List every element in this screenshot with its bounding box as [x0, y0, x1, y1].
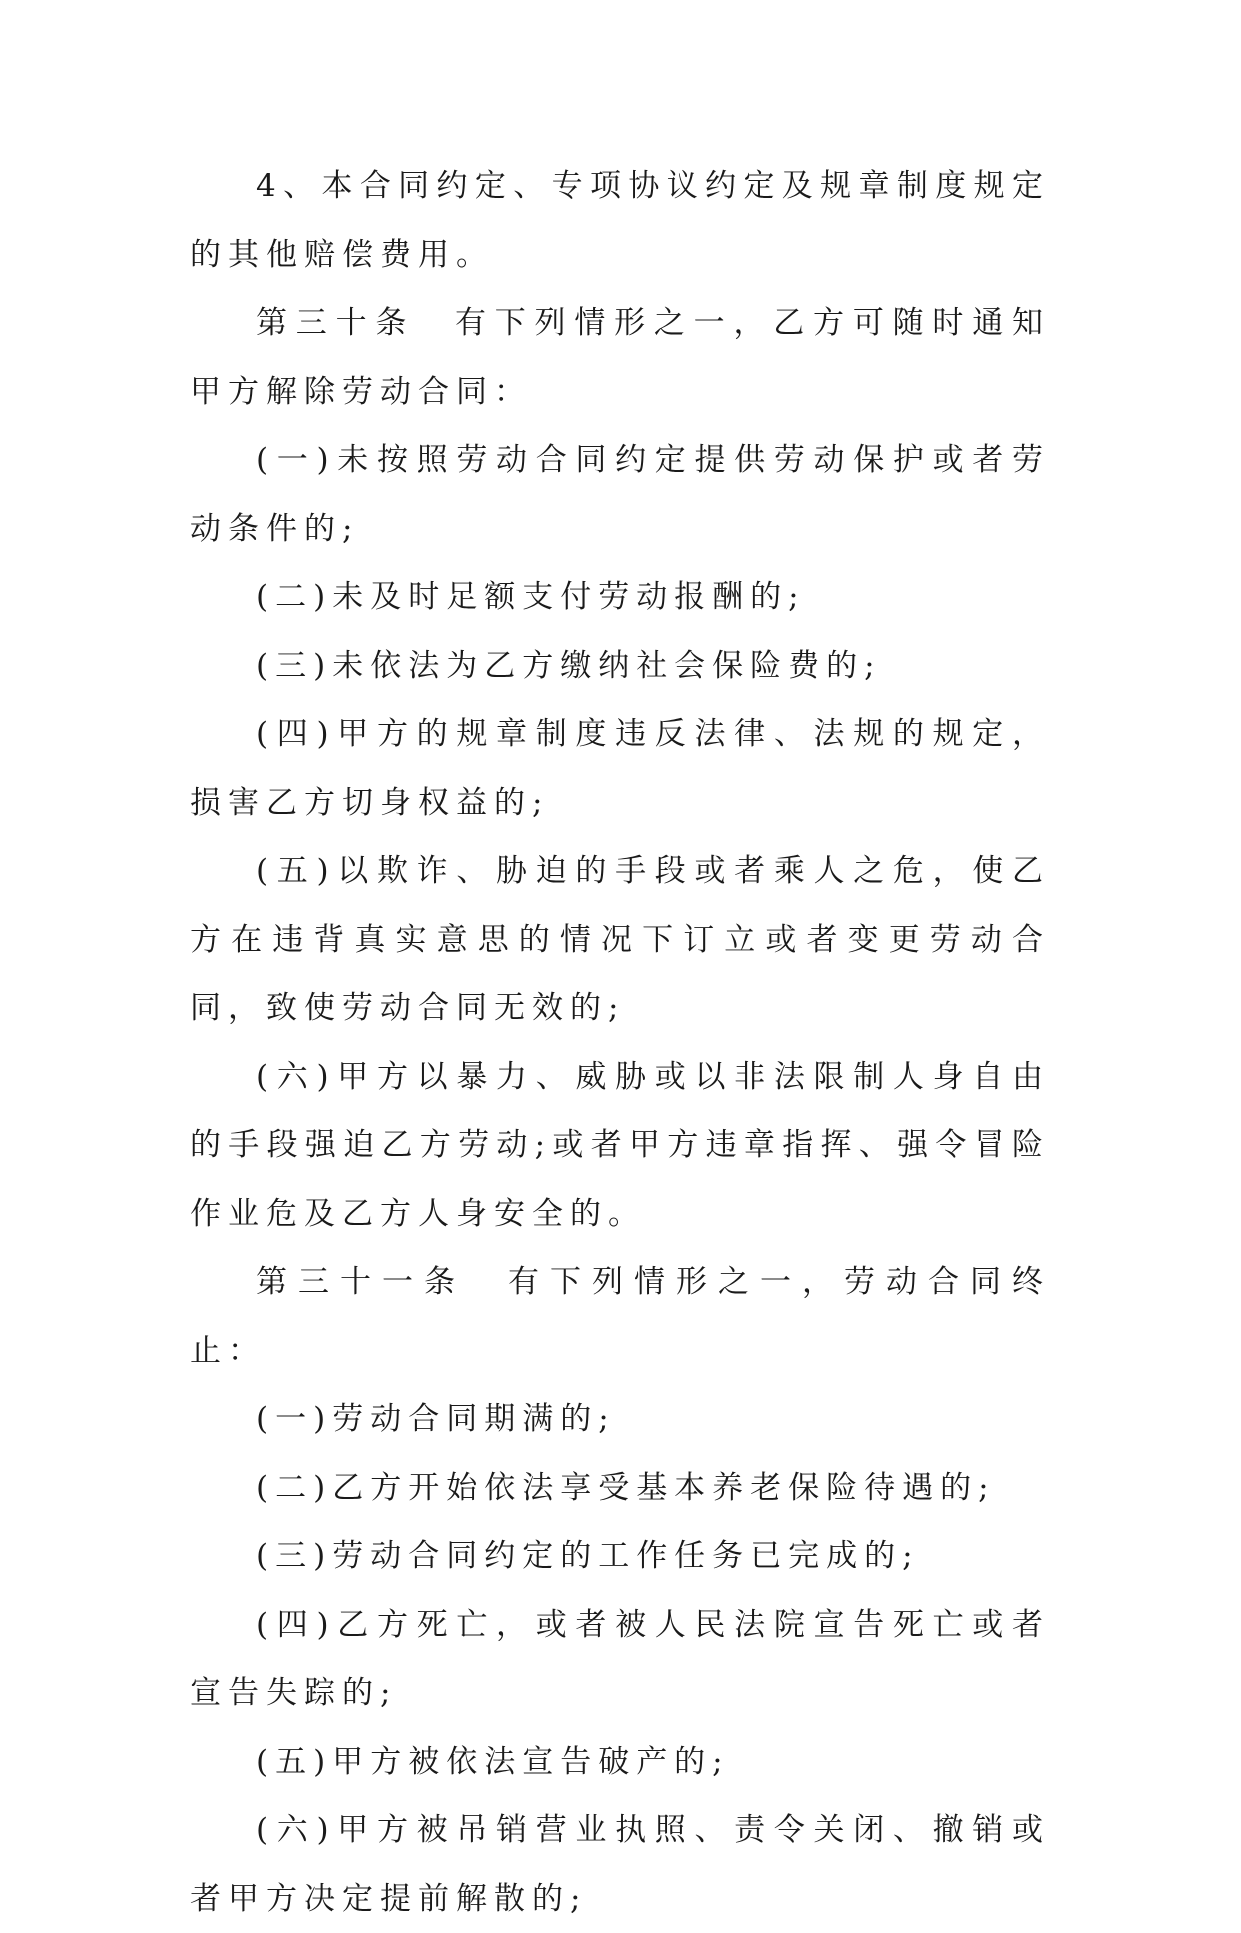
paragraph-article-30-item-6: (六)甲方以暴力、威胁或以非法限制人身自由的手段强迫乙方劳动;或者甲方违章指挥、强令冒险作业危及乙方人身安全的。 — [190, 1058, 1050, 1232]
paragraph-article-30-item-1: (一)未按照劳动合同约定提供劳动保护或者劳动条件的; — [190, 442, 1050, 547]
paragraph-article-31-item-6: (六)甲方被吊销营业执照、责令关闭、撤销或者甲方决定提前解散的; — [190, 1812, 1050, 1917]
paragraph-article-30-item-4: (四)甲方的规章制度违反法律、法规的规定，损害乙方切身权益的; — [190, 716, 1050, 821]
paragraph-article-31-item-5: (五)甲方被依法宣告破产的; — [256, 1743, 730, 1780]
document-body — [190, 152, 1050, 1933]
paragraph-article-30: 第三十条 有下列情形之一，乙方可随时通知甲方解除劳动合同： — [190, 305, 1050, 410]
paragraph-article-31-item-4: (四)乙方死亡，或者被人民法院宣告死亡或者宣告失踪的; — [190, 1606, 1050, 1711]
paragraph-article-30-item-5: (五)以欺诈、胁迫的手段或者乘人之危，使乙方在违背真实意思的情况下订立或者变更劳动合同，致使劳动合同无效的; — [190, 853, 1050, 1026]
paragraph-article-30-item-3: (三)未依法为乙方缴纳社会保险费的; — [256, 647, 882, 684]
paragraph-article-31-item-3: (三)劳动合同约定的工作任务已完成的; — [256, 1538, 920, 1574]
paragraph-compensation-item-4: 4、本合同约定、专项协议约定及规章制度规定的其他赔偿费用。 — [190, 168, 1050, 273]
paragraph-article-31-item-1: (一)劳动合同期满的; — [256, 1401, 616, 1437]
paragraph-article-31-item-2: (二)乙方开始依法享受基本养老保险待遇的; — [256, 1469, 996, 1506]
paragraph-article-30-item-2: (二)未及时足额支付劳动报酬的; — [256, 579, 806, 615]
paragraph-article-31: 第三十一条 有下列情形之一，劳动合同终止： — [190, 1264, 1050, 1369]
